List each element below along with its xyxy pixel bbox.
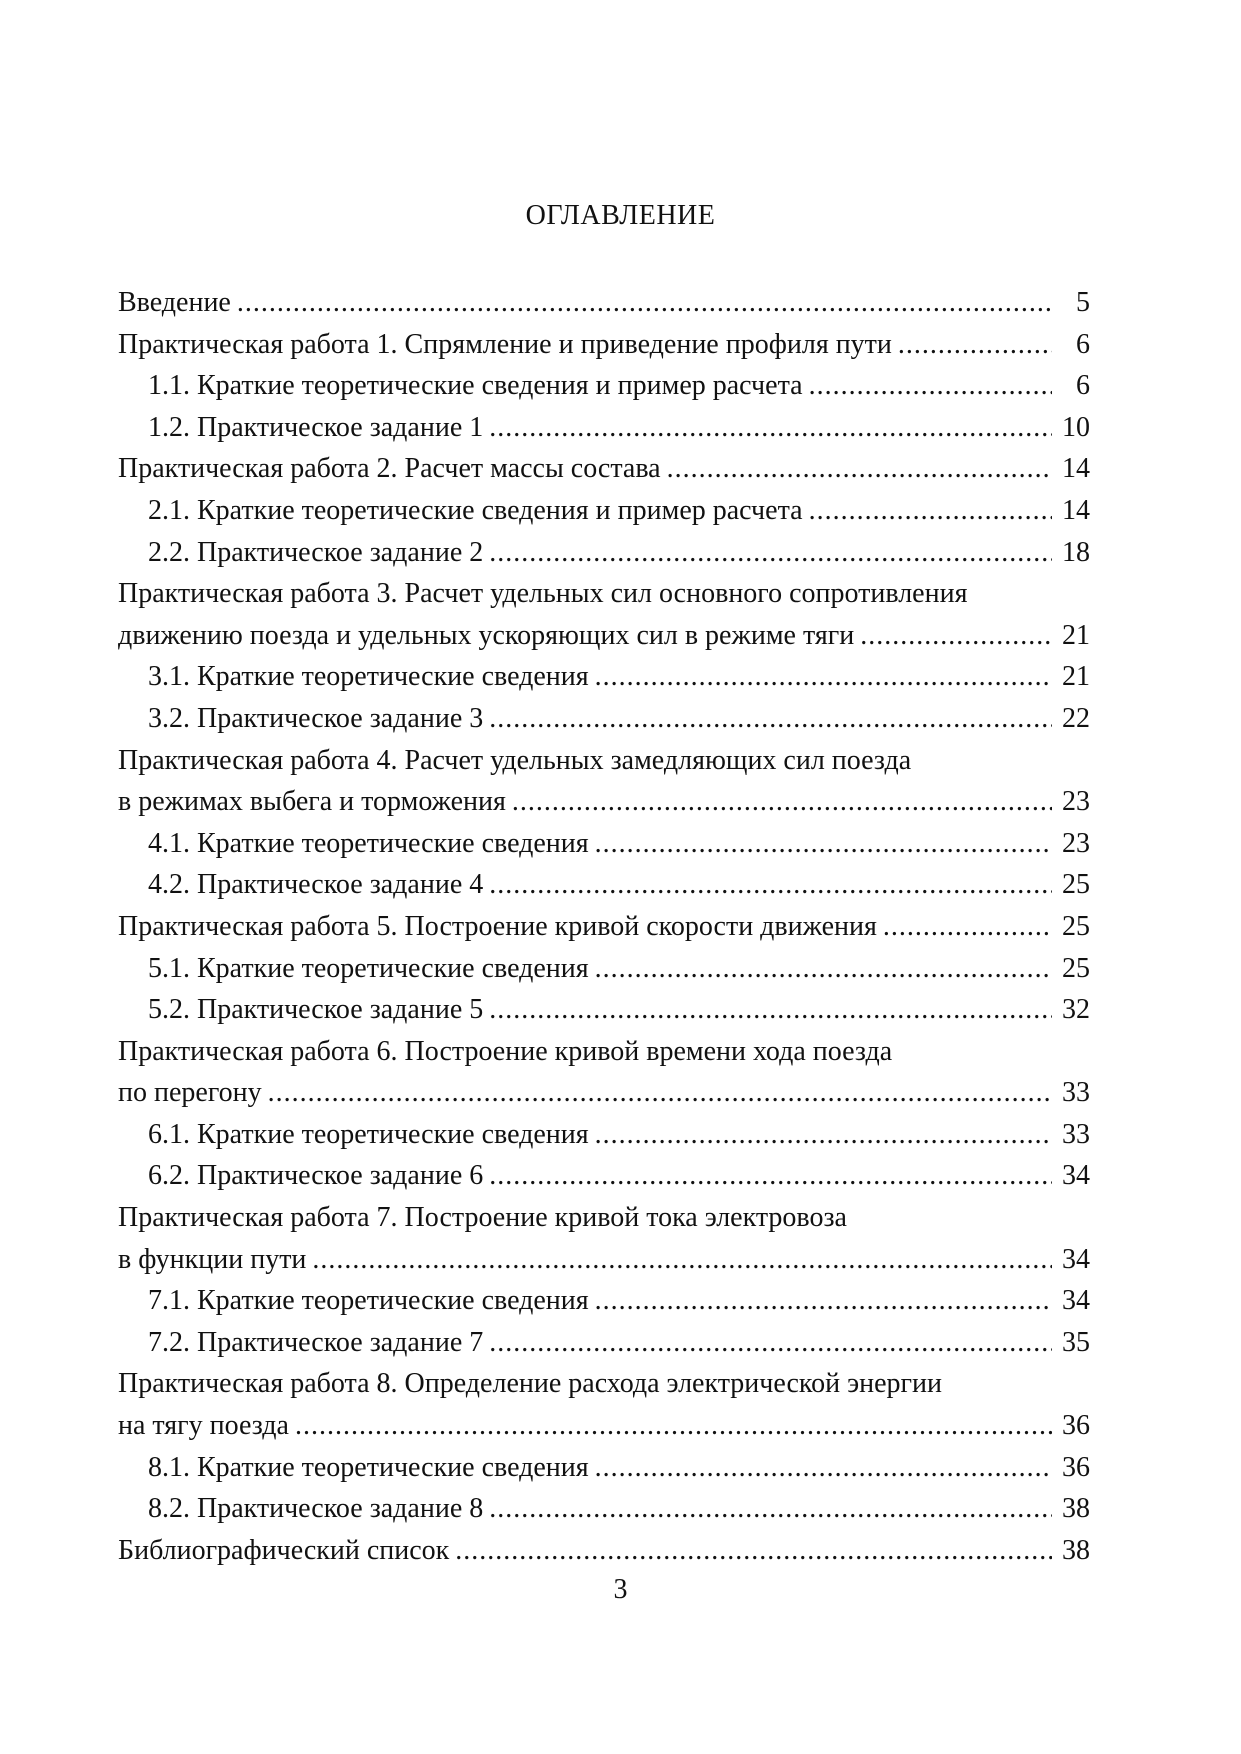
toc-leader-dots	[268, 1072, 1052, 1114]
toc-page-number: 32	[1062, 994, 1090, 1026]
toc-leader-dots	[295, 1405, 1052, 1447]
toc-page-number: 23	[1062, 786, 1090, 818]
toc-leader-dots	[237, 282, 1052, 324]
toc-leader-dots	[489, 407, 1052, 449]
toc-entry[interactable]	[118, 1239, 1090, 1281]
toc-subentry[interactable]	[118, 490, 1090, 532]
toc-leader-dots	[455, 1530, 1052, 1572]
toc-entry-title: 3.2. Практическое задание 3	[148, 702, 484, 734]
toc-leader-dots	[489, 1488, 1052, 1530]
toc-leader-dots	[312, 1239, 1052, 1281]
toc-entry-title: 1.1. Краткие теоретические сведения и пример расчета	[148, 370, 803, 402]
toc-leader-dots	[595, 1280, 1052, 1322]
toc-entry[interactable]	[118, 1405, 1090, 1447]
toc-page-number: 21	[1062, 619, 1090, 651]
toc-entry-title: 5.1. Краткие теоретические сведения	[148, 952, 589, 984]
toc-leader-dots	[595, 1447, 1052, 1489]
toc-leader-dots	[489, 864, 1052, 906]
toc-entry-title: Практическая работа 2. Расчет массы состава	[118, 453, 661, 485]
toc-entry-title: 6.1. Краткие теоретические сведения	[148, 1118, 589, 1150]
toc-entry-title: Практическая работа 4. Расчет удельных замедляющих сил поезда	[118, 744, 912, 776]
toc-page-number: 25	[1062, 910, 1090, 942]
toc-entry[interactable]	[118, 324, 1090, 366]
toc-page-number: 25	[1062, 869, 1090, 901]
toc-leader-dots	[489, 1322, 1052, 1364]
toc-entry[interactable]	[118, 1197, 1090, 1239]
toc-subentry[interactable]	[118, 407, 1090, 449]
table-of-contents	[118, 282, 1090, 1571]
toc-leader-dots	[595, 656, 1052, 698]
toc-entry-title: в функции пути	[118, 1243, 307, 1275]
toc-subentry[interactable]	[118, 1322, 1090, 1364]
toc-entry-title: 8.1. Краткие теоретические сведения	[148, 1451, 589, 1483]
toc-page-number: 38	[1062, 1534, 1090, 1566]
toc-page-number: 34	[1062, 1243, 1090, 1275]
toc-page-number: 6	[1076, 370, 1090, 402]
toc-leader-dots	[595, 1114, 1052, 1156]
toc-entry-title: 2.1. Краткие теоретические сведения и пример расчета	[148, 494, 803, 526]
toc-entry-title: Практическая работа 6. Построение кривой времени хода поезда	[118, 1035, 893, 1067]
toc-page-number: 5	[1076, 287, 1090, 318]
toc-entry[interactable]	[118, 1031, 1090, 1073]
toc-leader-dots	[898, 324, 1052, 366]
toc-subentry[interactable]	[118, 656, 1090, 698]
toc-entry[interactable]	[118, 615, 1090, 657]
toc-subentry[interactable]	[118, 1447, 1090, 1489]
toc-leader-dots	[595, 823, 1052, 865]
toc-leader-dots	[809, 365, 1052, 407]
toc-subentry[interactable]	[118, 823, 1090, 865]
toc-entry-title: Практическая работа 3. Расчет удельных сил основного сопротивления	[118, 578, 968, 610]
toc-entry-title: Введение	[118, 287, 231, 318]
toc-page-number: 18	[1062, 536, 1090, 568]
toc-leader-dots	[489, 989, 1052, 1031]
toc-entry-title: 4.1. Краткие теоретические сведения	[148, 827, 589, 859]
toc-page-number: 22	[1062, 702, 1090, 734]
toc-entry[interactable]	[118, 573, 1090, 615]
toc-subentry[interactable]	[118, 989, 1090, 1031]
toc-page-number: 14	[1062, 494, 1090, 526]
toc-page-number: 36	[1062, 1410, 1090, 1442]
toc-entry-title: 3.1. Краткие теоретические сведения	[148, 661, 589, 693]
toc-subentry[interactable]	[118, 365, 1090, 407]
toc-subentry[interactable]	[118, 1114, 1090, 1156]
toc-leader-dots	[667, 448, 1052, 490]
toc-page-number: 14	[1062, 453, 1090, 485]
toc-page-number: 21	[1062, 661, 1090, 693]
toc-entry[interactable]	[118, 282, 1090, 324]
toc-entry-title: Практическая работа 1. Спрямление и приведение профиля пути	[118, 328, 892, 360]
toc-subentry[interactable]	[118, 864, 1090, 906]
toc-entry[interactable]	[118, 1530, 1090, 1572]
toc-leader-dots	[809, 490, 1052, 532]
toc-page-number: 6	[1076, 328, 1090, 360]
toc-entry-title: 2.2. Практическое задание 2	[148, 536, 484, 568]
page-title: ОГЛАВЛЕНИЕ	[525, 200, 716, 231]
toc-entry-title: 1.2. Практическое задание 1	[148, 411, 484, 443]
toc-subentry[interactable]	[118, 698, 1090, 740]
toc-page-number: 25	[1062, 952, 1090, 984]
toc-entry-title: в режимах выбега и торможения	[118, 786, 506, 818]
toc-entry-title: Практическая работа 8. Определение расхода электрической энергии	[118, 1368, 942, 1400]
toc-entry-title: 6.2. Практическое задание 6	[148, 1160, 484, 1192]
toc-subentry[interactable]	[118, 1280, 1090, 1322]
page-number: 3	[613, 1574, 628, 1605]
toc-subentry[interactable]	[118, 1488, 1090, 1530]
toc-entry-title: 8.2. Практическое задание 8	[148, 1493, 484, 1525]
toc-leader-dots	[512, 781, 1052, 823]
toc-entry[interactable]	[118, 1363, 1090, 1405]
toc-entry[interactable]	[118, 781, 1090, 823]
toc-entry-title: по перегону	[118, 1077, 262, 1109]
toc-leader-dots	[595, 948, 1052, 990]
toc-leader-dots	[489, 698, 1052, 740]
toc-leader-dots	[860, 615, 1052, 657]
toc-page-number: 35	[1062, 1326, 1090, 1358]
toc-entry-title: 7.2. Практическое задание 7	[148, 1326, 484, 1358]
toc-entry-title: Практическая работа 5. Построение кривой скорости движения	[118, 910, 877, 942]
toc-entry-title: 5.2. Практическое задание 5	[148, 994, 484, 1026]
toc-leader-dots	[489, 1155, 1052, 1197]
toc-subentry[interactable]	[118, 532, 1090, 574]
toc-subentry[interactable]	[118, 948, 1090, 990]
toc-entry-title: Библиографический список	[118, 1534, 450, 1566]
toc-page-number: 34	[1062, 1160, 1090, 1192]
toc-entry[interactable]	[118, 906, 1090, 948]
toc-entry[interactable]	[118, 740, 1090, 782]
toc-page-number: 38	[1062, 1493, 1090, 1525]
toc-entry-title: 7.1. Краткие теоретические сведения	[148, 1285, 589, 1317]
toc-leader-dots	[883, 906, 1052, 948]
toc-entry-title: движению поезда и удельных ускоряющих сил в режиме тяги	[118, 619, 855, 651]
toc-subentry[interactable]	[118, 1155, 1090, 1197]
toc-page-number: 33	[1062, 1118, 1090, 1150]
toc-page-number: 10	[1062, 411, 1090, 443]
toc-page-number: 33	[1062, 1077, 1090, 1109]
toc-entry[interactable]	[118, 448, 1090, 490]
toc-entry-title: Практическая работа 7. Построение кривой тока электровоза	[118, 1202, 847, 1234]
toc-entry-title: 4.2. Практическое задание 4	[148, 869, 484, 901]
toc-page-number: 23	[1062, 827, 1090, 859]
toc-leader-dots	[489, 532, 1052, 574]
toc-entry[interactable]	[118, 1072, 1090, 1114]
toc-entry-title: на тягу поезда	[118, 1410, 289, 1442]
toc-page-number: 36	[1062, 1451, 1090, 1483]
toc-page-number: 34	[1062, 1285, 1090, 1317]
